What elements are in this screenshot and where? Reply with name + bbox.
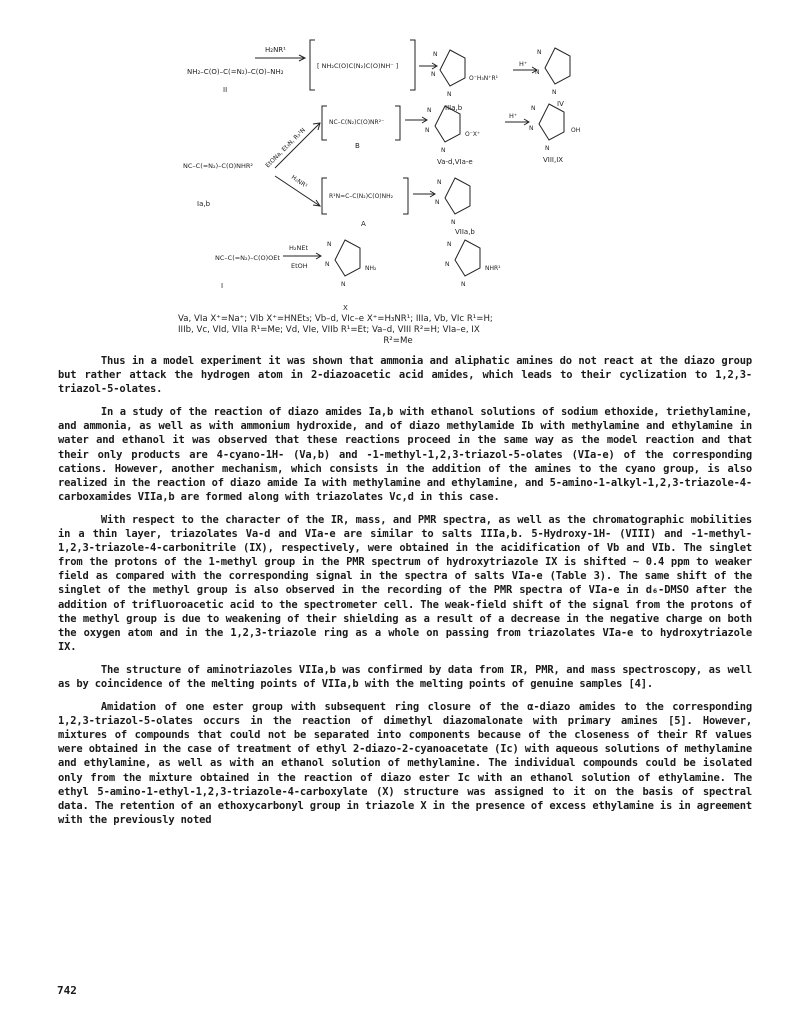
svg-text:N: N <box>531 105 536 112</box>
legend-line: IIIb, Vc, VId, VIIa R¹=Me; Vd, VIe, VIIb R¹=Et; Va–d, VIII R²=H; VIa–e, IX <box>178 325 480 335</box>
scheme-cation: O⁻X⁺ <box>465 131 481 138</box>
svg-text:N: N <box>545 145 550 152</box>
svg-text:OH: OH <box>571 127 581 134</box>
scheme-reagent-ethylamine: H₂NEt <box>289 244 309 252</box>
svg-text:N: N <box>437 179 442 186</box>
svg-text:NH₂: NH₂ <box>365 265 377 272</box>
svg-text:N: N <box>529 125 534 132</box>
scheme-label-VIII-IX: VIII,IX <box>543 156 564 164</box>
svg-text:N: N <box>537 49 542 56</box>
svg-text:N: N <box>441 147 446 154</box>
svg-text:N: N <box>433 51 438 58</box>
svg-text:N: N <box>445 261 450 268</box>
scheme-label-IV: IV <box>557 100 564 108</box>
scheme-label-X: X <box>343 304 348 312</box>
scheme-label-I: I <box>221 282 224 290</box>
scheme-compound-II: NH₂–C(O)–C(=N₂)–C(O)–NH₂ <box>187 68 284 76</box>
paragraph: Thus in a model experiment it was shown that ammonia and aliphatic amines do not react at the diazo group but rather attack the hydrogen atom in 2-diazoacetic acid amides, which leads to their cyclization to 1,2,3-triazol-5-olates. <box>58 355 752 396</box>
paragraph: With respect to the character of the IR, mass, and PMR spectra, as well as the chromatographic mobilities in a thin layer, triazolates Va-d and VIa-e are similar to salts IIIa,b. 5-Hydroxy-1H- (VIII) and -1-methyl-1,2,3-triazole-4-carbonitrile (IX), respectively, were obtained in the acidification of Vb and VIb. The singlet from the protons of the 1-methyl group in the PMR spectrum of hydroxytriazole IX is shifted ~ 0.4 ppm to weaker field as compared with the corresponding signal in the spectra of salts VIa-e (Table 3). The same shift of the singlet of the methyl group is also observed in the recording of the PMR spectra of VIa-e in d₆-DMSO after the addition of trifluoroacetic acid to the spectrometer cell. The weak-field shift of the signal from the protons of the methyl group is due to weakening of their shielding as a result of a decrease in the negative charge on both the oxygen atom and in the 1,2,3-triazole ring as a whole on passing from triazolates VIa-e to hydroxytriazole IX. <box>58 513 752 653</box>
body-text <box>58 354 752 836</box>
triazole-ring-VIIa-b <box>435 178 470 226</box>
triazole-ring-IV <box>535 48 570 96</box>
scheme-intermediate-A-formula: R¹N=C–C(N₂)C(O)NH₂ <box>329 193 394 200</box>
scheme-compound-I: NC–C(=N₂)–C(O)OEt <box>215 254 280 262</box>
scheme-intermediate-B-formula: NC–C(N₂)C(O)NR²⁻ <box>329 119 385 126</box>
svg-text:N: N <box>427 107 432 114</box>
scheme-amine-reagent-2: H₂NR¹ <box>289 173 309 190</box>
svg-text:N: N <box>435 199 440 206</box>
svg-text:NHR¹: NHR¹ <box>485 265 501 272</box>
paragraph: Amidation of one ester group with subsequent ring closure of the α-diazo amides to the corresponding 1,2,3-triazol-5-olates occurs in the reaction of dimethyl diazomalonate with primary amines [5]. However, mixtures of compounds that could not be separated into components because of the closeness of their Rf values were obtained in the case of treatment of ethyl 2-diazo-2-cyanoacetate (Ic) with aqueous solutions of methylamine and ethylamine, as well as with an ethanol solution of methylamine. The individual compounds could be isolated only from the mixture obtained in the reaction of diazo ester Ic with an ethanol solution of ethylamine. The ethyl 5-amino-1-ethyl-1,2,3-triazole-4-carboxylate (X) structure was assigned to it on the basis of spectral data. The retention of an ethoxycarbonyl group in triazole X in the presence of excess ethylamine is in agreement with the previously noted <box>58 701 752 826</box>
scheme-reagent-acid-1: H⁺ <box>519 60 528 68</box>
svg-text:N: N <box>425 127 430 134</box>
triazole-ring-VII-amide <box>445 240 501 288</box>
page-number: 742 <box>57 984 77 997</box>
svg-text:N: N <box>535 69 540 76</box>
svg-text:N: N <box>431 71 436 78</box>
svg-text:N: N <box>461 281 466 288</box>
scheme-label-VIIa-b: VIIa,b <box>455 228 475 236</box>
scheme-label-Ia-b: Ia,b <box>197 200 211 208</box>
scheme-legend <box>178 314 648 347</box>
svg-text:N: N <box>341 281 346 288</box>
triazole-ring-X <box>325 240 377 288</box>
triazole-ring-VIII-IX <box>529 104 580 152</box>
svg-text:N: N <box>451 219 456 226</box>
svg-text:N: N <box>447 91 452 98</box>
svg-text:N: N <box>552 89 557 96</box>
reaction-scheme <box>165 28 640 318</box>
scheme-reagent-amine-1: H₂NR¹ <box>265 46 286 54</box>
scheme-base-reagents: EtONa, Et₃N, R₃¹N <box>264 126 307 170</box>
scheme-solvent: EtOH <box>291 262 308 270</box>
legend-line: R²=Me <box>383 336 413 346</box>
svg-text:N: N <box>327 241 332 248</box>
svg-text:N: N <box>325 261 330 268</box>
scheme-label-IIIa-b: IIIa,b <box>445 104 463 112</box>
scheme-intermediate-1: [ NH₂C(O)C(N₂)C(O)NH⁻ ] <box>317 62 399 70</box>
scheme-compound-Ia-b: NC–C(=N₂)–C(O)NHR² <box>183 162 254 170</box>
scheme-label-Va-VIa: Va-d,VIa-e <box>437 158 473 166</box>
svg-text:N: N <box>447 241 452 248</box>
triazole-ring-IIIa-b <box>431 50 465 98</box>
scheme-reagent-acid-2: H⁺ <box>509 112 518 120</box>
paragraph: In a study of the reaction of diazo amides Ia,b with ethanol solutions of sodium ethoxide, triethylamine, and ammonia, as well as with ammonium hydroxide, and of diazo methylamide Ib with methylamine and ethylamine in water and ethanol it was observed that these reactions proceed in the same way as the model reaction and that their only products are 4-cyano-1H- (Va,b) and -1-methyl-1,2,3-triazol-5-olates (VIa-e) of the corresponding cations. However, another mechanism, which consists in the addition of the amines to the cyano group, is also realized in the reaction of diazo amide Ia with methylamine and ethylamine, and 5-amino-1-alkyl-1,2,3-triazole-4-carboxamides VIIa,b are formed along with triazolates Vc,d in this case. <box>58 406 752 503</box>
scheme-label-A: A <box>361 220 366 228</box>
scheme-label-II: II <box>223 86 228 94</box>
scheme-ion-pair: O⁻H₃N⁺R¹ <box>469 75 499 82</box>
legend-line: Va, VIa X⁺=Na⁺; VIb X⁺=HNEt₃; Vb–d, VIc–e X⁺=H₃NR¹; IIIa, Vb, VIc R¹=H; <box>178 314 493 324</box>
triazole-ring-Va-VIa <box>425 106 460 154</box>
paragraph: The structure of aminotriazoles VIIa,b was confirmed by data from IR, PMR, and mass spectroscopy, as well as by coincidence of the melting points of VIIa,b with the melting points of genuine samples [4]. <box>58 663 752 690</box>
scheme-label-B: B <box>355 142 360 150</box>
